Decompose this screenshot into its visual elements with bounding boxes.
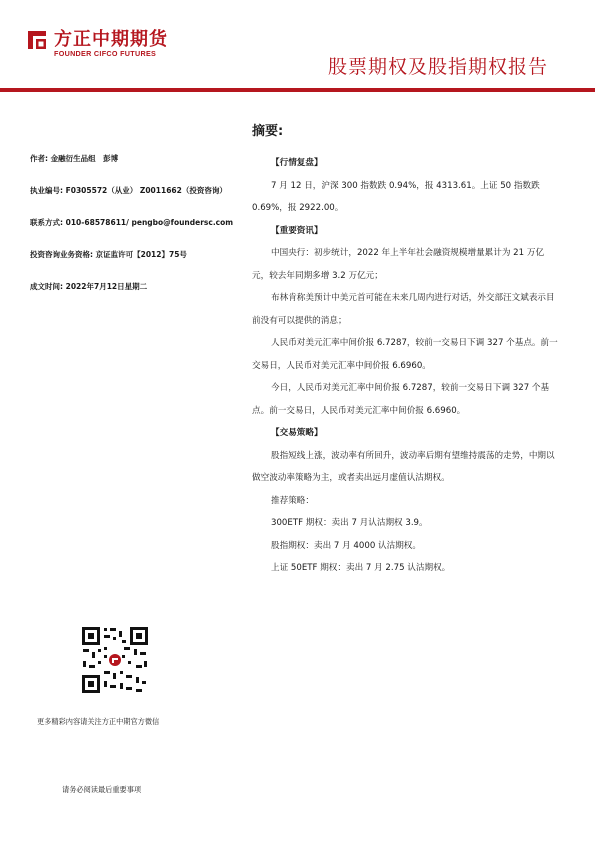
contact-row [30, 217, 233, 228]
qr-caption: 更多精彩内容请关注方正中期官方微信 [37, 717, 160, 726]
strategy-paragraph: 推荐策略： [271, 495, 314, 506]
company-logo-icon [26, 29, 48, 51]
license-row [30, 185, 227, 196]
qualification-row [30, 249, 187, 260]
author-row [30, 153, 118, 164]
header-divider [0, 88, 595, 92]
summary-body [252, 152, 558, 580]
wechat-qr-code [80, 625, 150, 695]
strategy-paragraph: 300ETF 期权：卖出 7 月认沽期权 3.9。 [271, 518, 428, 528]
market-review-title: 【行情复盘】 [271, 158, 323, 168]
date-row [30, 281, 147, 292]
key-news-paragraph: 今日，人民币对美元汇率中间价报 6.7287，较前一交易日下调 327 个基点。前一交易日，人民币对美元汇率中间价报 6.6960。 [252, 383, 550, 416]
license-label: 执业编号: [30, 186, 63, 195]
date-label: 成文时间: [30, 282, 63, 291]
key-news-title: 【重要资讯】 [271, 225, 323, 236]
license-value: F0305572（从业） Z0011662（投资咨询） [65, 186, 227, 195]
strategy-paragraph: 股指短线上涨，波动率有所回升，波动率后期有望维持震荡的走势，中期以做空波动率策略为主，或者卖出远月虚值认沽期权。 [252, 450, 555, 483]
strategy-paragraph: 股指期权：卖出 7 月 4000 认沽期权。 [271, 540, 421, 551]
author-label: 作者: [30, 154, 48, 163]
disclaimer-note: 请务必阅读最后重要事项 [62, 785, 142, 794]
key-news-paragraph: 人民币对美元汇率中间价报 6.7287，较前一交易日下调 327 个基点。前一交易日，人民币对美元汇率中间价报 6.6960。 [252, 338, 558, 371]
author-value: 金融衍生品组 彭博 [50, 154, 119, 163]
strategy-title: 【交易策略】 [271, 428, 323, 438]
company-name-en: FOUNDER CIFCO FUTURES [54, 49, 157, 58]
company-name-cn: 方正中期期货 [54, 29, 168, 50]
strategy-paragraph: 上证 50ETF 期权：卖出 7 月 2.75 认沽期权。 [271, 563, 451, 573]
qualification-label: 投资咨询业务资格: [30, 250, 93, 259]
date-value: 2022年7月12日星期二 [65, 282, 148, 291]
key-news-paragraph: 中国央行：初步统计，2022 年上半年社会融资规模增量累计为 21 万亿元，较去年同期多增 3.2 万亿元； [252, 248, 545, 281]
report-title: 股票期权及股指期权报告 [327, 56, 548, 78]
key-news-paragraph: 布林肯称美预计中美元首可能在未来几周内进行对话，外交部汪文斌表示目前没有可以提供的消息； [252, 293, 555, 326]
contact-value: 010-68578611/ pengbo@foundersc.com [65, 218, 234, 227]
report-header [0, 0, 595, 92]
market-review-paragraph: 7 月 12 日，沪深 300 指数跌 0.94%，报 4313.61。上证 50 指数跌 0.69%，报 2922.00。 [252, 180, 540, 213]
qualification-value: 京证监许可【2012】75号 [95, 250, 187, 259]
summary-heading: 摘要: [252, 124, 284, 139]
contact-label: 联系方式: [30, 218, 63, 227]
